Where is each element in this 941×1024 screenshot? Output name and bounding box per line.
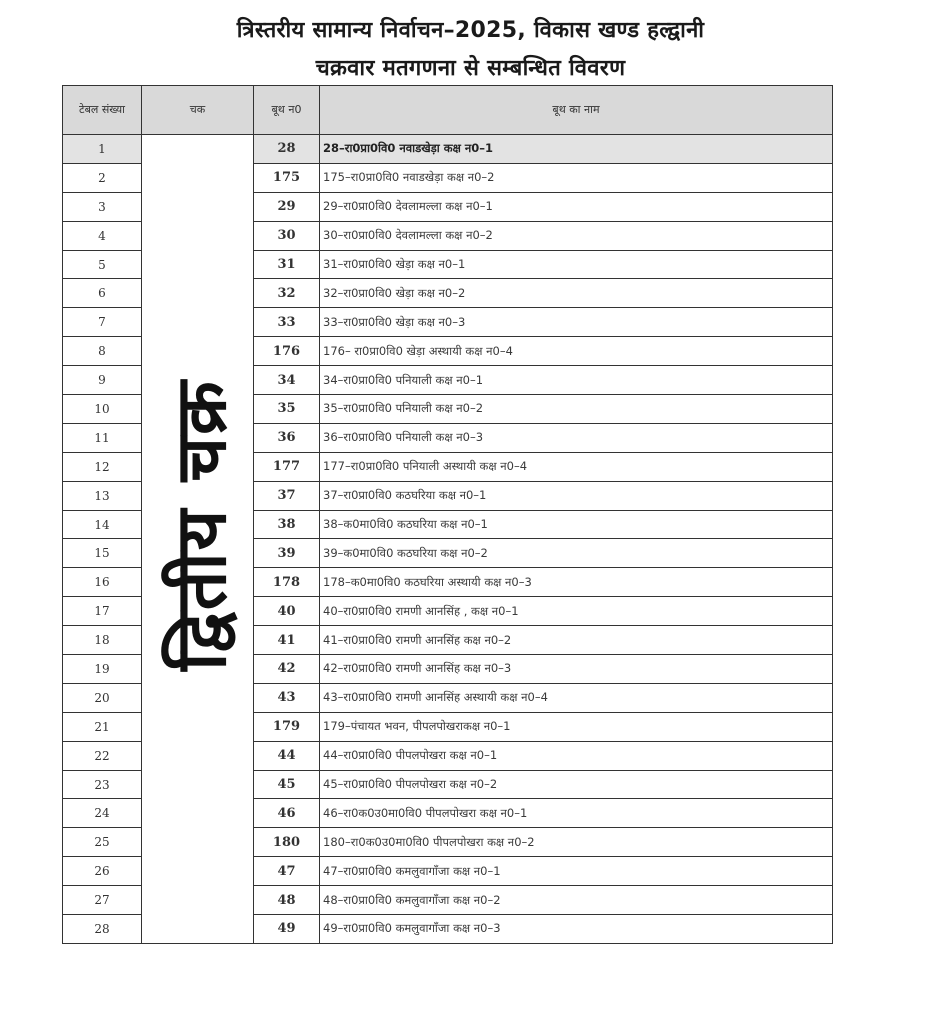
booth-name-cell: 36–रा0प्रा0वि0 पनियाली कक्ष न0–3 xyxy=(320,423,833,452)
table-number-cell: 15 xyxy=(63,539,142,568)
booth-name-cell: 176– रा0प्रा0वि0 खेड़ा अस्थायी कक्ष न0–4 xyxy=(320,337,833,366)
booth-name-cell: 33–रा0प्रा0वि0 खेड़ा कक्ष न0–3 xyxy=(320,308,833,337)
booth-name-cell: 31–रा0प्रा0वि0 खेड़ा कक्ष न0–1 xyxy=(320,250,833,279)
booth-number-cell: 31 xyxy=(254,250,320,279)
booth-name-cell: 47–रा0प्रा0वि0 कमलुवागाँजा कक्ष न0–1 xyxy=(320,857,833,886)
booth-number-cell: 44 xyxy=(254,741,320,770)
chak-cell xyxy=(142,135,254,944)
table-number-cell: 20 xyxy=(63,683,142,712)
table-number-cell: 14 xyxy=(63,510,142,539)
table-row xyxy=(63,135,833,164)
table-number-cell: 3 xyxy=(63,192,142,221)
booth-name-cell: 177–रा0प्रा0वि0 पनियाली अस्थायी कक्ष न0–4 xyxy=(320,452,833,481)
booth-name-cell: 42–रा0प्रा0वि0 रामणी आनसिंह कक्ष न0–3 xyxy=(320,655,833,684)
table-number-cell: 13 xyxy=(63,481,142,510)
booth-name-cell: 180–रा0क0उ0मा0वि0 पीपलपोखरा कक्ष न0–2 xyxy=(320,828,833,857)
booth-name-cell: 35–रा0प्रा0वि0 पनियाली कक्ष न0–2 xyxy=(320,395,833,424)
table-number-cell: 10 xyxy=(63,395,142,424)
table-number-cell: 21 xyxy=(63,712,142,741)
table-number-cell: 28 xyxy=(63,915,142,944)
table-number-cell: 5 xyxy=(63,250,142,279)
booth-name-cell: 34–रा0प्रा0वि0 पनियाली कक्ष न0–1 xyxy=(320,366,833,395)
table-number-cell: 7 xyxy=(63,308,142,337)
booth-number-cell: 48 xyxy=(254,886,320,915)
table-number-cell: 8 xyxy=(63,337,142,366)
booth-number-cell: 36 xyxy=(254,423,320,452)
booth-name-cell: 38–क0मा0वि0 कठघरिया कक्ष न0–1 xyxy=(320,510,833,539)
table-number-cell: 1 xyxy=(63,135,142,164)
table-header-row xyxy=(63,86,833,135)
booth-name-cell: 39–क0मा0वि0 कठघरिया कक्ष न0–2 xyxy=(320,539,833,568)
counting-table xyxy=(62,85,833,944)
table-number-cell: 17 xyxy=(63,597,142,626)
booth-number-cell: 177 xyxy=(254,452,320,481)
booth-number-cell: 28 xyxy=(254,135,320,164)
table-number-cell: 6 xyxy=(63,279,142,308)
booth-number-cell: 175 xyxy=(254,163,320,192)
table-number-cell: 23 xyxy=(63,770,142,799)
table-number-cell: 18 xyxy=(63,626,142,655)
booth-number-cell: 45 xyxy=(254,770,320,799)
booth-name-cell: 178–क0मा0वि0 कठघरिया अस्थायी कक्ष न0–3 xyxy=(320,568,833,597)
table-number-cell: 16 xyxy=(63,568,142,597)
chak-label: द्वितीय चक्र xyxy=(159,379,242,671)
table-number-cell: 22 xyxy=(63,741,142,770)
booth-name-cell: 48–रा0प्रा0वि0 कमलुवागाँजा कक्ष न0–2 xyxy=(320,886,833,915)
booth-name-cell: 175–रा0प्रा0वि0 नवाडखेड़ा कक्ष न0–2 xyxy=(320,163,833,192)
table-number-cell: 4 xyxy=(63,221,142,250)
booth-number-cell: 39 xyxy=(254,539,320,568)
booth-name-cell: 46–रा0क0उ0मा0वि0 पीपलपोखरा कक्ष न0–1 xyxy=(320,799,833,828)
booth-name-cell: 32–रा0प्रा0वि0 खेड़ा कक्ष न0–2 xyxy=(320,279,833,308)
table-number-cell: 9 xyxy=(63,366,142,395)
booth-number-cell: 179 xyxy=(254,712,320,741)
column-header-booth-no: बूथ न0 xyxy=(254,86,320,135)
document-subtitle: चक्रवार मतगणना से सम्बन्धित विवरण xyxy=(315,56,626,81)
booth-name-cell: 179–पंचायत भवन, पीपलपोखराकक्ष न0–1 xyxy=(320,712,833,741)
booth-number-cell: 38 xyxy=(254,510,320,539)
column-header-chak: चक xyxy=(142,86,254,135)
booth-number-cell: 41 xyxy=(254,626,320,655)
table-number-cell: 24 xyxy=(63,799,142,828)
booth-number-cell: 178 xyxy=(254,568,320,597)
table-number-cell: 19 xyxy=(63,655,142,684)
column-header-booth-name: बूथ का नाम xyxy=(320,86,833,135)
table-number-cell: 27 xyxy=(63,886,142,915)
booth-number-cell: 180 xyxy=(254,828,320,857)
booth-number-cell: 37 xyxy=(254,481,320,510)
booth-number-cell: 30 xyxy=(254,221,320,250)
booth-name-cell: 49–रा0प्रा0वि0 कमलुवागाँजा कक्ष न0–3 xyxy=(320,915,833,944)
table-number-cell: 2 xyxy=(63,163,142,192)
table-number-cell: 11 xyxy=(63,423,142,452)
booth-number-cell: 35 xyxy=(254,395,320,424)
document-title: त्रिस्तरीय सामान्य निर्वाचन–2025, विकास खण्ड हल्द्वानी xyxy=(236,18,705,43)
booth-number-cell: 34 xyxy=(254,366,320,395)
booth-number-cell: 47 xyxy=(254,857,320,886)
booth-name-cell: 44–रा0प्रा0वि0 पीपलपोखरा कक्ष न0–1 xyxy=(320,741,833,770)
booth-name-cell: 37–रा0प्रा0वि0 कठघरिया कक्ष न0–1 xyxy=(320,481,833,510)
booth-number-cell: 49 xyxy=(254,915,320,944)
booth-name-cell: 43–रा0प्रा0वि0 रामणी आनसिंह अस्थायी कक्ष न0–4 xyxy=(320,683,833,712)
booth-number-cell: 32 xyxy=(254,279,320,308)
table-number-cell: 25 xyxy=(63,828,142,857)
booth-name-cell: 41–रा0प्रा0वि0 रामणी आनसिंह कक्ष न0–2 xyxy=(320,626,833,655)
booth-name-cell: 28–रा0प्रा0वि0 नवाडखेड़ा कक्ष न0–1 xyxy=(320,135,833,164)
booth-number-cell: 43 xyxy=(254,683,320,712)
booth-number-cell: 33 xyxy=(254,308,320,337)
booth-name-cell: 30–रा0प्रा0वि0 देवलामल्ला कक्ष न0–2 xyxy=(320,221,833,250)
booth-name-cell: 45–रा0प्रा0वि0 पीपलपोखरा कक्ष न0–2 xyxy=(320,770,833,799)
booth-number-cell: 46 xyxy=(254,799,320,828)
booth-name-cell: 29–रा0प्रा0वि0 देवलामल्ला कक्ष न0–1 xyxy=(320,192,833,221)
column-header-table-no: टेबल संख्या xyxy=(63,86,142,135)
booth-number-cell: 176 xyxy=(254,337,320,366)
booth-number-cell: 42 xyxy=(254,655,320,684)
table-number-cell: 26 xyxy=(63,857,142,886)
booth-number-cell: 29 xyxy=(254,192,320,221)
booth-name-cell: 40–रा0प्रा0वि0 रामणी आनसिंह , कक्ष न0–1 xyxy=(320,597,833,626)
booth-number-cell: 40 xyxy=(254,597,320,626)
table-body xyxy=(63,135,833,944)
table-number-cell: 12 xyxy=(63,452,142,481)
